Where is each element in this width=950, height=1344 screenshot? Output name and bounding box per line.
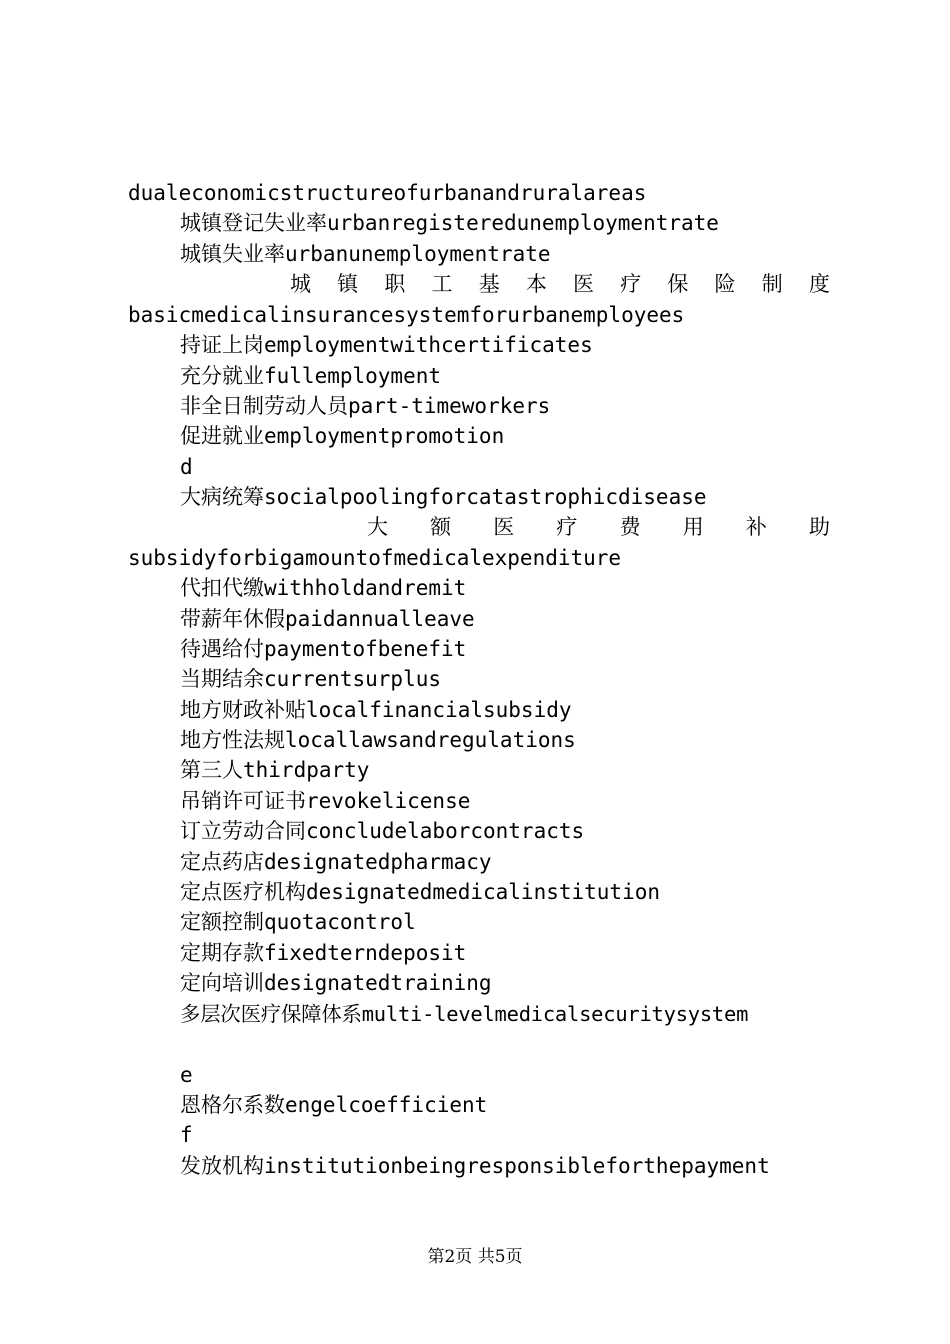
justified-char: 用 (682, 515, 704, 539)
glossary-entry: 发放机构institutionbeingresponsibleforthepayment (180, 1154, 770, 1178)
glossary-entry: 订立劳动合同concludelaborcontracts (180, 819, 585, 843)
glossary-entry-justified (290, 269, 830, 299)
page-footer: 第2页 共5页 (427, 1247, 523, 1267)
section-letter: e (180, 1063, 193, 1087)
justified-char: 城 (290, 272, 311, 296)
glossary-entry: 城镇登记失业率urbanregisteredunemploymentrate (180, 211, 719, 235)
text-line: subsidyforbigamountofmedicalexpenditure (128, 546, 622, 570)
glossary-entry: 充分就业fullemployment (180, 364, 442, 388)
glossary-entry: 定向培训designatedtraining (180, 971, 492, 995)
glossary-entry: 地方性法规locallawsandregulations (180, 728, 576, 752)
justified-char: 制 (761, 272, 783, 296)
section-letter: f (180, 1123, 193, 1147)
justified-char: 度 (808, 272, 830, 296)
justified-char: 大 (367, 515, 388, 539)
glossary-entry: 城镇失业率urbanunemploymentrate (180, 242, 551, 266)
glossary-entry: 促进就业employmentpromotion (180, 424, 505, 448)
justified-char: 疗 (620, 272, 642, 296)
glossary-entry: 多层次医疗保障体系multi-levelmedicalsecuritysystem (180, 1002, 749, 1026)
justified-char: 医 (573, 272, 595, 296)
glossary-entry: 定点药店designatedpharmacy (180, 850, 492, 874)
glossary-entry: 第三人thirdparty (180, 758, 370, 782)
glossary-entry: 待遇给付paymentofbenefit (180, 637, 467, 661)
glossary-entry: 大病统筹socialpoolingforcatastrophicdisease (180, 485, 707, 509)
justified-char: 险 (714, 272, 736, 296)
glossary-entry: 定期存款fixedterndeposit (180, 941, 467, 965)
section-letter: d (180, 455, 193, 479)
glossary-entry-justified (367, 512, 830, 542)
justified-char: 额 (430, 515, 452, 539)
justified-char: 镇 (337, 272, 359, 296)
glossary-entry: 定点医疗机构designatedmedicalinstitution (180, 880, 661, 904)
justified-char: 补 (745, 515, 767, 539)
glossary-entry: 吊销许可证书revokelicense (180, 789, 471, 813)
justified-char: 本 (525, 272, 547, 296)
glossary-entry: 地方财政补贴localfinancialsubsidy (180, 698, 572, 722)
glossary-entry: 非全日制劳动人员part-timeworkers (180, 394, 551, 418)
justified-char: 基 (478, 272, 500, 296)
justified-char: 医 (493, 515, 515, 539)
glossary-entry: 恩格尔系数engelcoefficient (180, 1093, 488, 1117)
glossary-entry: 定额控制quotacontrol (180, 910, 416, 934)
glossary-entry: 当期结余currentsurplus (180, 667, 442, 691)
justified-char: 费 (619, 515, 641, 539)
text-line: dualeconomicstructureofurbanandruralareas (128, 181, 647, 205)
justified-char: 助 (808, 515, 830, 539)
glossary-entry: 持证上岗employmentwithcertificates (180, 333, 593, 357)
glossary-entry: 带薪年休假paidannualleave (180, 607, 475, 631)
glossary-entry: 代扣代缴withholdandremit (180, 576, 467, 600)
justified-char: 职 (384, 272, 406, 296)
justified-char: 疗 (556, 515, 578, 539)
justified-char: 保 (667, 272, 689, 296)
justified-char: 工 (431, 272, 453, 296)
text-line: basicmedicalinsurancesystemforurbanemployees (128, 303, 685, 327)
